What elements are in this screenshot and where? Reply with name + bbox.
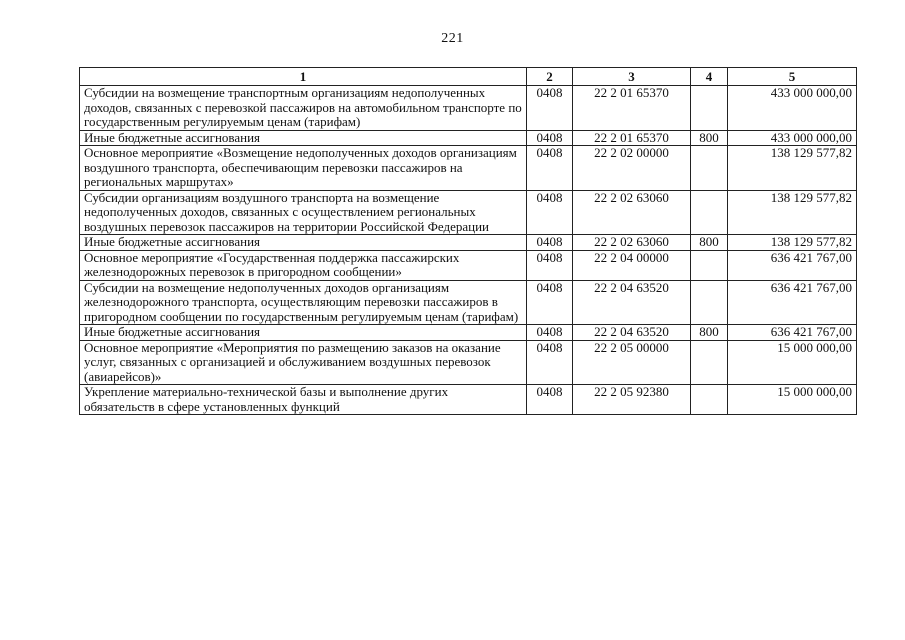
table-row	[80, 235, 857, 251]
budget-table	[79, 67, 857, 415]
row-amount: 636 421 767,00	[728, 280, 857, 325]
row-section: 0408	[527, 86, 573, 131]
row-name: Иные бюджетные ассигнования	[80, 235, 527, 251]
row-amount: 138 129 577,82	[728, 190, 857, 235]
header-row	[80, 68, 857, 86]
row-name: Укрепление материально-технической базы и выполнение других обязательств в сфере установленных функций	[80, 385, 527, 415]
row-section: 0408	[527, 190, 573, 235]
row-name: Основное мероприятие «Возмещение недополученных доходов организациям воздушного транспорта, обеспечивающим перевозки пассажиров на региональных маршрутах»	[80, 146, 527, 191]
row-target: 22 2 02 00000	[573, 146, 691, 191]
row-section: 0408	[527, 340, 573, 385]
row-section: 0408	[527, 280, 573, 325]
row-target: 22 2 04 00000	[573, 250, 691, 280]
table-row	[80, 250, 857, 280]
header-col-1: 1	[80, 68, 527, 86]
row-amount: 138 129 577,82	[728, 146, 857, 191]
row-expense-type	[691, 146, 728, 191]
row-section: 0408	[527, 130, 573, 146]
row-amount: 138 129 577,82	[728, 235, 857, 251]
row-name: Основное мероприятие «Государственная поддержка пассажирских железнодорожных перевозок в пригородном сообщении»	[80, 250, 527, 280]
table-row	[80, 130, 857, 146]
header-col-4: 4	[691, 68, 728, 86]
row-amount: 636 421 767,00	[728, 250, 857, 280]
row-amount: 636 421 767,00	[728, 325, 857, 341]
row-target: 22 2 04 63520	[573, 325, 691, 341]
row-expense-type: 800	[691, 130, 728, 146]
row-target: 22 2 01 65370	[573, 86, 691, 131]
row-amount: 433 000 000,00	[728, 86, 857, 131]
row-name: Субсидии на возмещение недополученных доходов организациям железнодорожного транспорта, осуществляющим перевозки пассажиров в пригородном сообщении по государственным регулируемым ценам (тарифам)	[80, 280, 527, 325]
row-name: Основное мероприятие «Мероприятия по размещению заказов на оказание услуг, связанных с организацией и обслуживанием воздушных перевозок (авиарейсов)»	[80, 340, 527, 385]
row-section: 0408	[527, 235, 573, 251]
row-section: 0408	[527, 250, 573, 280]
table-row	[80, 340, 857, 385]
header-col-5: 5	[728, 68, 857, 86]
table-header	[80, 68, 857, 86]
row-expense-type: 800	[691, 235, 728, 251]
table-row	[80, 325, 857, 341]
row-section: 0408	[527, 385, 573, 415]
table-row	[80, 86, 857, 131]
row-expense-type	[691, 250, 728, 280]
page-number: 221	[441, 31, 464, 46]
row-section: 0408	[527, 325, 573, 341]
row-name: Субсидии организациям воздушного транспорта на возмещение недополученных доходов, связанных с осуществлением региональных воздушных перевозок пассажиров на территории Российской Федерации	[80, 190, 527, 235]
row-expense-type: 800	[691, 325, 728, 341]
row-target: 22 2 04 63520	[573, 280, 691, 325]
row-name: Иные бюджетные ассигнования	[80, 130, 527, 146]
row-target: 22 2 05 00000	[573, 340, 691, 385]
row-expense-type	[691, 280, 728, 325]
row-target: 22 2 01 65370	[573, 130, 691, 146]
row-name: Субсидии на возмещение транспортным организациям недополученных доходов, связанных с перевозкой пассажиров на автомобильном транспорте по государственным регулируемым ценам (тарифам)	[80, 86, 527, 131]
table-row	[80, 280, 857, 325]
row-target: 22 2 02 63060	[573, 235, 691, 251]
header-col-3: 3	[573, 68, 691, 86]
row-expense-type	[691, 190, 728, 235]
row-target: 22 2 05 92380	[573, 385, 691, 415]
header-col-2: 2	[527, 68, 573, 86]
table-row	[80, 190, 857, 235]
table-row	[80, 146, 857, 191]
row-expense-type	[691, 86, 728, 131]
row-expense-type	[691, 385, 728, 415]
row-section: 0408	[527, 146, 573, 191]
table-row	[80, 385, 857, 415]
row-amount: 15 000 000,00	[728, 385, 857, 415]
row-expense-type	[691, 340, 728, 385]
table-body	[80, 86, 857, 415]
row-amount: 15 000 000,00	[728, 340, 857, 385]
row-amount: 433 000 000,00	[728, 130, 857, 146]
row-name: Иные бюджетные ассигнования	[80, 325, 527, 341]
row-target: 22 2 02 63060	[573, 190, 691, 235]
